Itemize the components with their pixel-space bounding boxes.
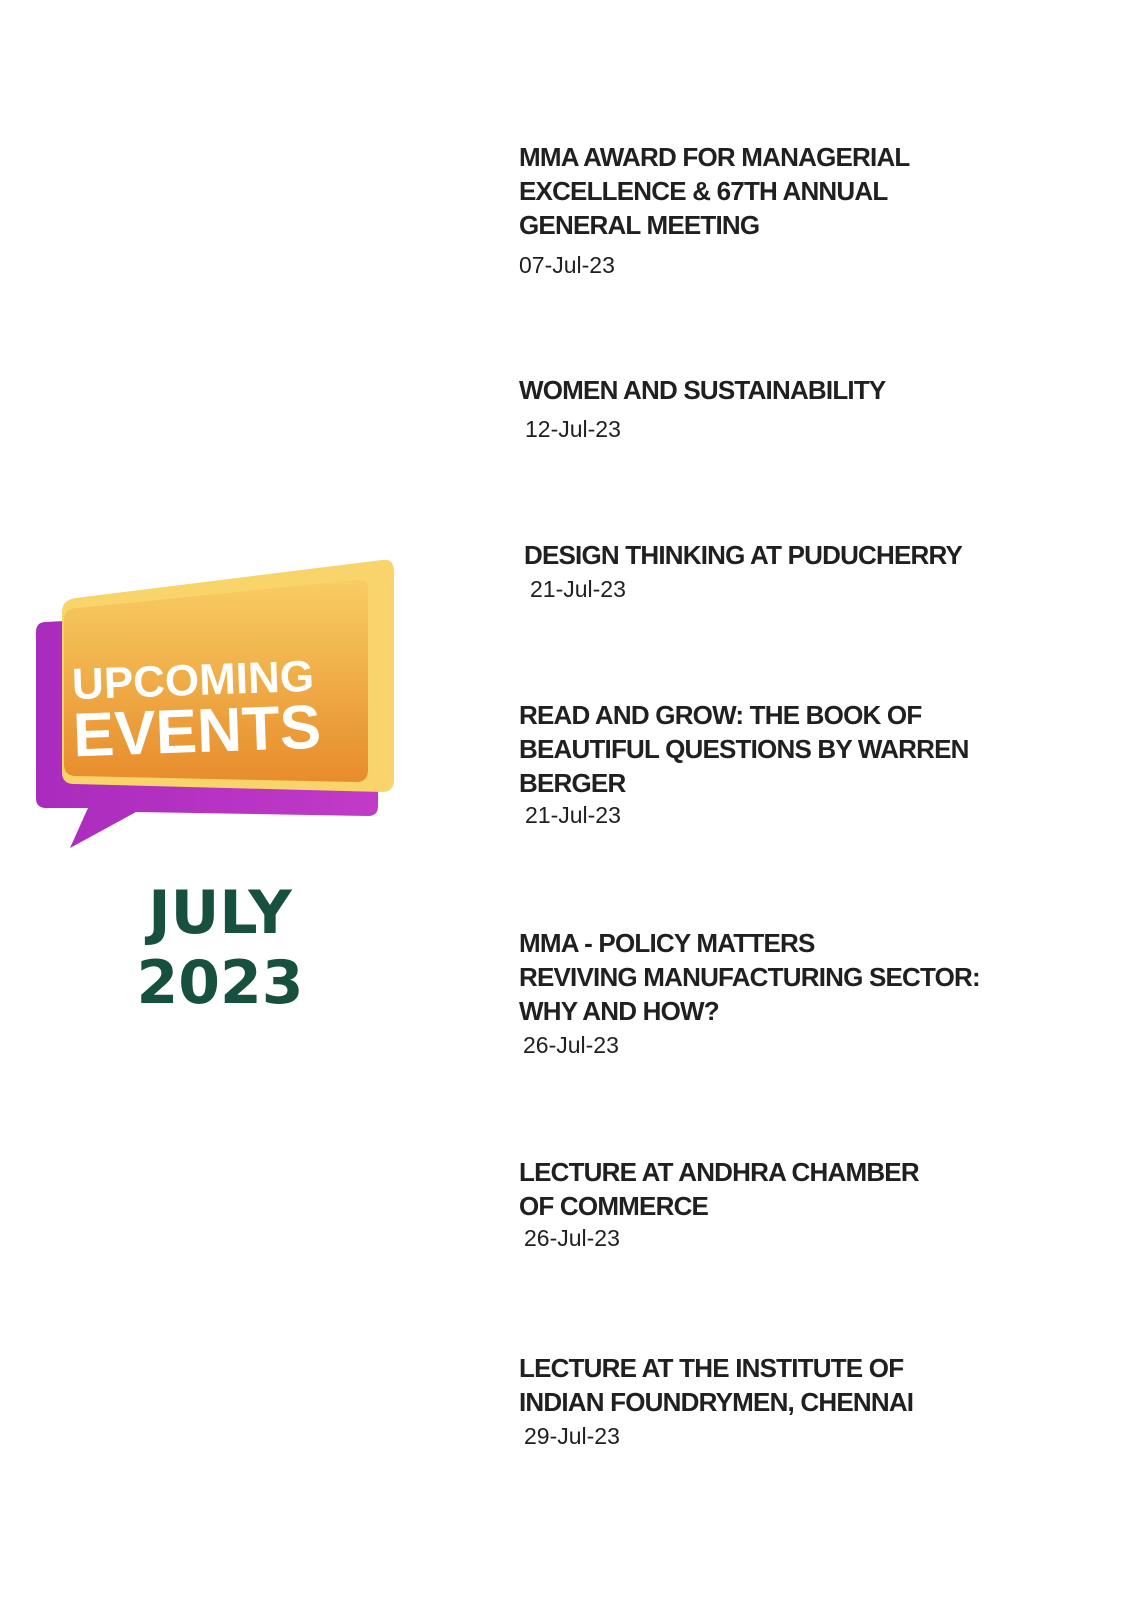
event-title: DESIGN THINKING AT PUDUCHERRY [524, 540, 963, 570]
badge-upcoming-text: UPCOMING [71, 651, 315, 710]
month-heading [110, 878, 330, 1018]
event-date: 07-Jul-23 [519, 252, 615, 278]
event-item [519, 1351, 1119, 1451]
event-date: 21-Jul-23 [525, 802, 621, 828]
month-year: 2023 [136, 948, 304, 1018]
event-item [519, 926, 1119, 1060]
event-date: 29-Jul-23 [524, 1423, 620, 1449]
badge-events-text: EVENTS [71, 692, 323, 771]
upcoming-events-badge [28, 558, 408, 868]
month-name: JULY [148, 878, 292, 948]
event-item [519, 140, 1119, 280]
event-title: MMA AWARD FOR MANAGERIAL EXCELLENCE & 67TH ANNUAL GENERAL MEETING [519, 142, 910, 240]
event-item [519, 373, 1119, 444]
event-title: WOMEN AND SUSTAINABILITY [519, 375, 886, 405]
event-title: MMA - POLICY MATTERS REVIVING MANUFACTURING SECTOR: WHY AND HOW? [519, 928, 980, 1026]
event-item [524, 538, 1124, 604]
event-title: LECTURE AT ANDHRA CHAMBER OF COMMERCE [519, 1157, 919, 1221]
event-date: 26-Jul-23 [523, 1032, 619, 1058]
event-item [519, 698, 1119, 830]
event-title: READ AND GROW: THE BOOK OF BEAUTIFUL QUESTIONS BY WARREN BERGER [519, 700, 969, 798]
event-date: 21-Jul-23 [530, 576, 626, 602]
event-date: 26-Jul-23 [524, 1225, 620, 1251]
event-date: 12-Jul-23 [525, 416, 621, 442]
event-item [519, 1155, 1119, 1253]
event-title: LECTURE AT THE INSTITUTE OF INDIAN FOUNDRYMEN, CHENNAI [519, 1353, 914, 1417]
